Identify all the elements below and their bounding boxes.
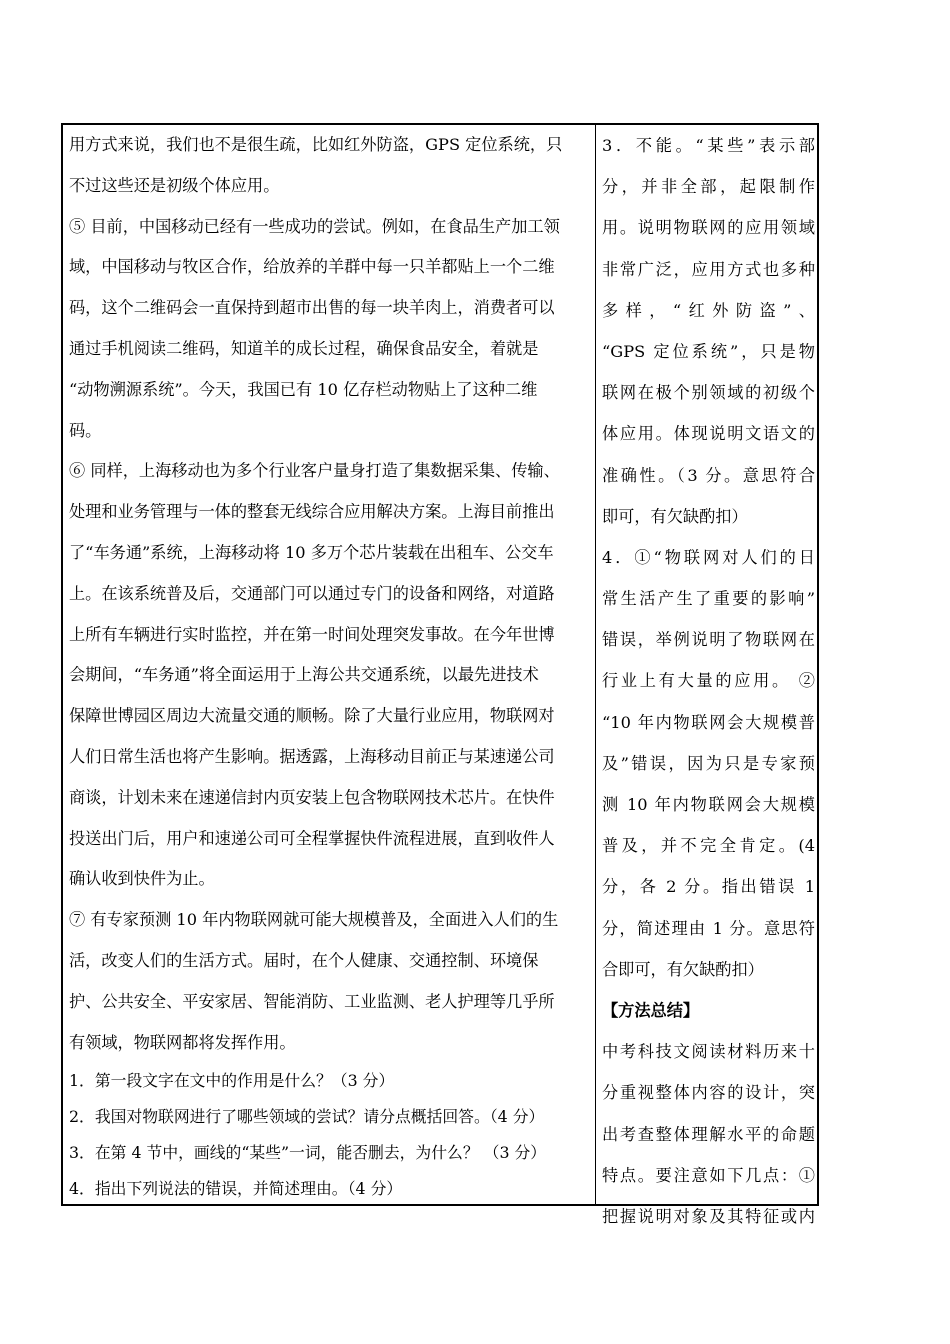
text-line: 护、公共安全、平安家居、智能消防、工业监测、老人护理等几乎所 [69,991,555,1011]
text-line: 出考查整体理解水平的命题 [602,1124,815,1144]
question-item: 2．我国对物联网进行了哪些领域的尝试？请分点概括回答。（4 分） [69,1107,545,1127]
text-line: 4．①“物联网对人们的日 [602,547,815,567]
paragraph-5 [69,207,587,452]
passage-column [69,125,587,1207]
text-line: ⑤ 目前，中国移动已经有一些成功的尝试。例如，在食品生产加工领 [69,216,560,236]
answer-column [602,125,815,1237]
method-summary-heading: 【方法总结】 [602,1000,700,1020]
text-line: 投送出门后，用户和速递公司可全程掌握快件流程进展，直到收件人 [69,828,555,848]
text-line: 人们日常生活也将产生影响。据透露，上海移动目前正与某速递公司 [69,746,555,766]
text-line: 体应用。体现说明文语文的 [602,424,815,444]
text-line: 分，各 2 分。指出错误 1 [602,877,815,897]
text-line: 分，并非全部，起限制作 [602,177,815,197]
text-line: 错误，举例说明了物联网在 [602,630,815,650]
text-line: 码，这个二维码会一直保持到超市出售的每一块羊肉上，消费者可以 [69,298,555,318]
text-line: 普及，并不完全肯定。(4 [602,836,815,856]
question-item: 3．在第 4 节中，画线的“某些”一词，能否删去，为什么？ （3 分） [69,1143,547,1163]
text-line: 用方式来说，我们也不是很生疏，比如红外防盗，GPS 定位系统，只 [69,135,563,154]
text-line: 码。 [69,420,102,440]
text-line: 通过手机阅读二维码，知道羊的成长过程，确保食品安全，着就是 [69,338,539,358]
text-line: 保障世博园区周边大流量交通的顺畅。除了大量行业应用，物联网对 [69,706,555,726]
text-line: 处理和业务管理与一体的整套无线综合应用解决方案。上海目前推出 [69,502,555,522]
text-line: ⑦ 有专家预测 10 年内物联网就可能大规模普及，全面进入人们的生 [69,910,559,930]
text-line: 中考科技文阅读材料历来十 [602,1042,815,1062]
paragraph-6 [69,451,587,900]
column-divider [595,125,596,1204]
question-item: 4．指出下列说法的错误，并简述理由。（4 分） [69,1179,403,1199]
text-line: 有领域，物联网都将发挥作用。 [69,1032,296,1052]
question-list [69,1063,587,1207]
text-line: 商谈，计划未来在速递信封内页安装上包含物联网技术芯片。在快件 [69,787,555,807]
text-line: 联网在极个别领域的初级个 [602,383,815,403]
question-item: 1．第一段文字在文中的作用是什么？（3 分） [69,1071,395,1091]
text-line: “动物溯源系统”。今天，我国已有 10 亿存栏动物贴上了这种二维 [69,379,538,399]
text-line: 3．不能。“某些”表示部 [602,136,815,155]
text-line: 及”错误，因为只是专家预 [602,753,815,773]
answer-3 [602,125,815,537]
text-line: 确认收到快件为止。 [69,869,215,889]
text-line: 多样，“红外防盗”、 [602,300,815,320]
paragraph-4-end [69,125,587,207]
text-line: 活，改变人们的生活方式。届时，在个人健康、交通控制、环境保 [69,950,539,970]
text-line: 分重视整体内容的设计，突 [602,1083,815,1103]
text-line: 上所有车辆进行实时监控，并在第一时间处理突发事故。在今年世博 [69,624,555,644]
method-summary [602,1031,815,1237]
text-line: 非常广泛，应用方式也多种 [602,259,815,279]
text-line: “GPS 定位系统”，只是物 [602,341,815,361]
text-line: 把握说明对象及其特征或内 [602,1206,815,1226]
text-line: “10 年内物联网会大规模普 [602,712,815,732]
text-line: 常生活产生了重要的影响” [602,589,815,609]
text-line: 行业上有大量的应用。 ② [602,671,815,691]
text-line: 测 10 年内物联网会大规模 [602,795,815,814]
text-line: 即可，有欠缺酌扣） [602,506,748,526]
text-line: 准确性。（3 分。意思符合 [602,465,815,485]
text-line: 了“车务通”系统，上海移动将 10 多万个芯片装载在出租车、公交车 [69,542,554,562]
text-line: 分，简述理由 1 分。意思符 [602,918,815,938]
content-table [61,123,819,1226]
text-line: 用。说明物联网的应用领域 [602,218,815,238]
text-line: 会期间，“车务通”将全面运用于上海公共交通系统，以最先进技术 [69,665,539,685]
paragraph-7 [69,900,587,1063]
answer-4 [602,537,815,990]
text-line: 上。在该系统普及后，交通部门可以通过专门的设备和网络，对道路 [69,583,555,603]
text-line: 域，中国移动与牧区合作，给放养的羊群中每一只羊都贴上一个二维 [69,257,555,277]
text-line: ⑥ 同样，上海移动也为多个行业客户量身打造了集数据采集、传输、 [69,461,560,481]
text-line: 特点。要注意如下几点：① [602,1165,815,1185]
text-line: 合即可，有欠缺酌扣） [602,959,764,979]
text-line: 不过这些还是初级个体应用。 [69,175,280,195]
